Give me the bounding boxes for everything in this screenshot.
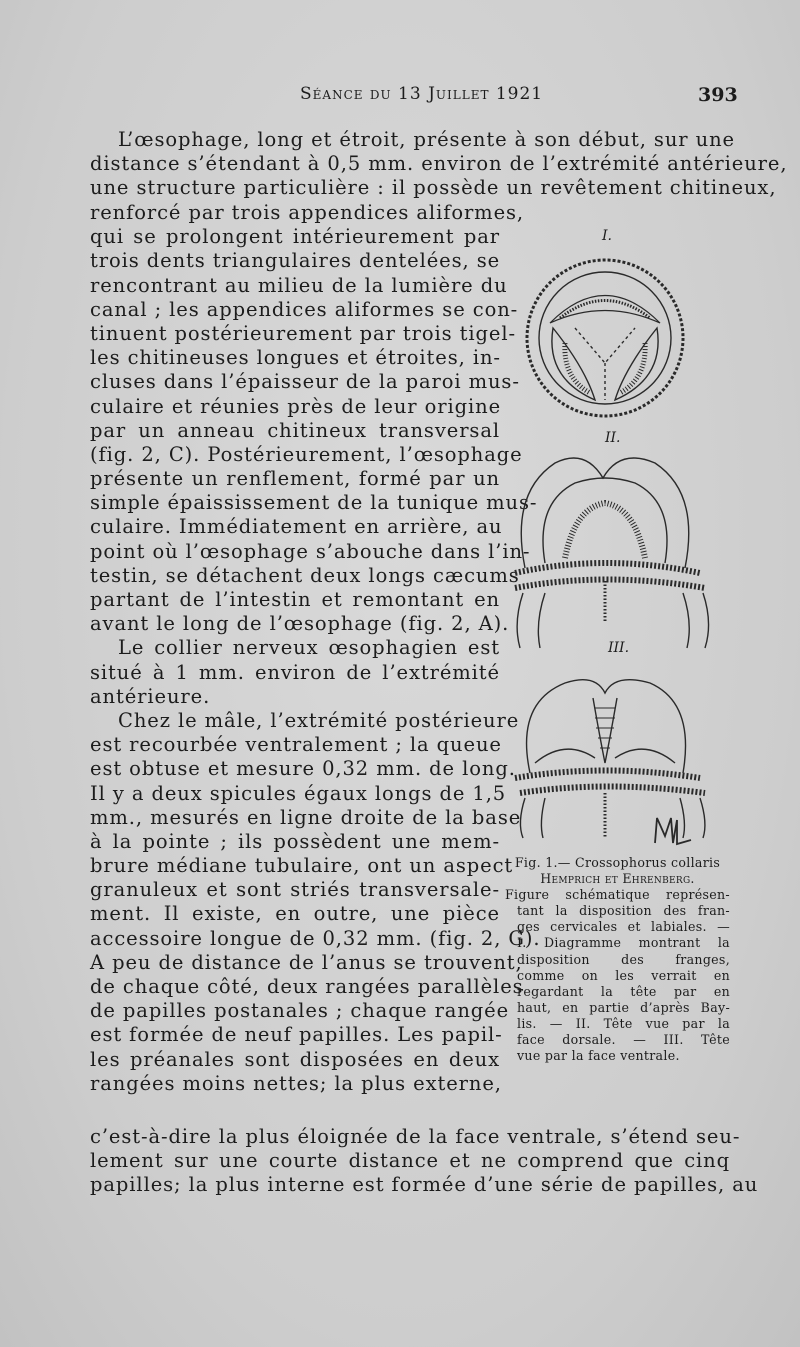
text-line: point où l’œsophage s’abouche dans l’in- (90, 539, 531, 563)
text-line: avant le long de l’œsophage (fig. 2, A). (90, 612, 510, 636)
text-line: les préanales sont disposées en deux (90, 1047, 500, 1071)
caption-line: I. Diagramme montrant la (517, 935, 730, 951)
text-line: ment. Il existe, en outre, une pièce (90, 902, 500, 926)
diagram-iii-ventral-view (515, 680, 705, 844)
text-line: lement sur une courte distance et ne comprend que cinq (90, 1149, 730, 1173)
diagram-i-cross-section (527, 260, 683, 416)
text-line: est recourbée ventralement ; la queue (90, 733, 502, 757)
text-line: antérieure. (90, 684, 211, 708)
text-line: renforcé par trois appendices aliformes, (90, 201, 525, 224)
text-line: une structure particulière : il possède un revêtement chitineux, (90, 176, 777, 200)
nematode-head-drawing (505, 228, 740, 858)
text-line: est formée de neuf papilles. Les papil- (90, 1023, 503, 1047)
column-text (90, 201, 541, 1096)
text-line: par un anneau chitineux transversal (90, 418, 500, 442)
text-line: les chitineuses longues et étroites, in- (90, 346, 501, 370)
text-line: A peu de distance de l’anus se trouvent, (90, 950, 523, 974)
caption-line: haut, en partie d’après Bay- (517, 999, 730, 1015)
text-line: de chaque côté, deux rangées parallèles (90, 975, 524, 998)
text-line: (fig. 2, C). Postérieurement, l’œsophage (90, 442, 523, 466)
caption-line: Fig. 1.— Crossophorus collaris (514, 855, 721, 870)
caption-line: tant la disposition des fran- (517, 903, 730, 919)
figure-label-1: I. (602, 228, 612, 244)
figure-illustration (505, 228, 740, 858)
text-line: trois dents triangulaires dentelées, se (90, 249, 501, 273)
text-line: testin, se détachent deux longs cæcums (90, 563, 520, 587)
caption-line: disposition des franges, (517, 951, 730, 967)
caption-line: Figure schématique représen- (505, 887, 730, 903)
text-line: qui se prolongent intérieurement par (90, 225, 500, 249)
text-line: tinuent postérieurement par trois tigel- (90, 321, 516, 345)
diagram-ii-dorsal-view (515, 458, 709, 648)
text-line: présente un renflement, formé par un (90, 467, 500, 491)
figure-label-3: III. (608, 640, 630, 656)
text-line: à la pointe ; ils possèdent une mem- (90, 829, 500, 853)
text-line: Il y a deux spicules égaux longs de 1,5 (90, 781, 507, 805)
caption-line: vue par la face ventrale. (517, 1048, 680, 1064)
figure-caption (505, 855, 730, 1064)
caption-line: comme on les verrait en (517, 967, 730, 983)
caption-line: face dorsale. — III. Tête (517, 1032, 730, 1048)
figure-label-2: II. (605, 430, 621, 446)
text-line: culaire. Immédiatement en arrière, au (90, 515, 503, 539)
text-line: c’est-à-dire la plus éloignée de la face ventrale, s’étend seu- (90, 1125, 741, 1148)
text-line: rencontrant au milieu de la lumière du (90, 273, 508, 297)
caption-line: regardant la tête par en (517, 983, 730, 999)
running-title: Séance du 13 Juillet 1921 (300, 84, 544, 104)
text-line: canal ; les appendices aliformes se con- (90, 297, 519, 321)
paragraph-bottom (90, 1125, 759, 1198)
text-line: partant de l’intestin et remontant en (90, 588, 500, 611)
text-line: rangées moins nettes; la plus externe, (90, 1071, 502, 1095)
text-line: cluses dans l’épaisseur de la paroi mus- (90, 370, 520, 394)
text-line: papilles; la plus interne est formée d’une série de papilles, au (90, 1173, 759, 1197)
caption-line: Hemprich et Ehrenberg. (540, 871, 695, 887)
text-line: granuleux et sont striés transversale- (90, 878, 500, 902)
caption-line: lis. — II. Tête vue par la (517, 1015, 730, 1031)
text-line: simple épaississement de la tunique mus- (90, 491, 538, 515)
caption-line: ges cervicales et labiales. — (517, 919, 730, 935)
text-line: Le collier nerveux œsophagien est (118, 636, 500, 660)
text-line: est obtuse et mesure 0,32 mm. de long. (90, 757, 516, 781)
text-line: mm., mesurés en ligne droite de la base (90, 805, 522, 829)
text-line: culaire et réunies près de leur origine (90, 394, 502, 418)
text-line: de papilles postanales ; chaque rangée (90, 999, 510, 1023)
text-line: brure médiane tubulaire, ont un aspect (90, 854, 514, 878)
text-line: L’œsophage, long et étroit, présente à son début, sur une (118, 128, 735, 151)
text-line: Chez le mâle, l’extrémité postérieure (118, 708, 520, 732)
page-number: 393 (698, 84, 738, 106)
paragraph-top (90, 128, 788, 201)
text-line: accessoire longue de 0,32 mm. (fig. 2, G). (90, 926, 541, 950)
text-line: situé à 1 mm. environ de l’extrémité (90, 660, 500, 684)
text-line: distance s’étendant à 0,5 mm. environ de l’extrémité antérieure, (90, 152, 788, 176)
